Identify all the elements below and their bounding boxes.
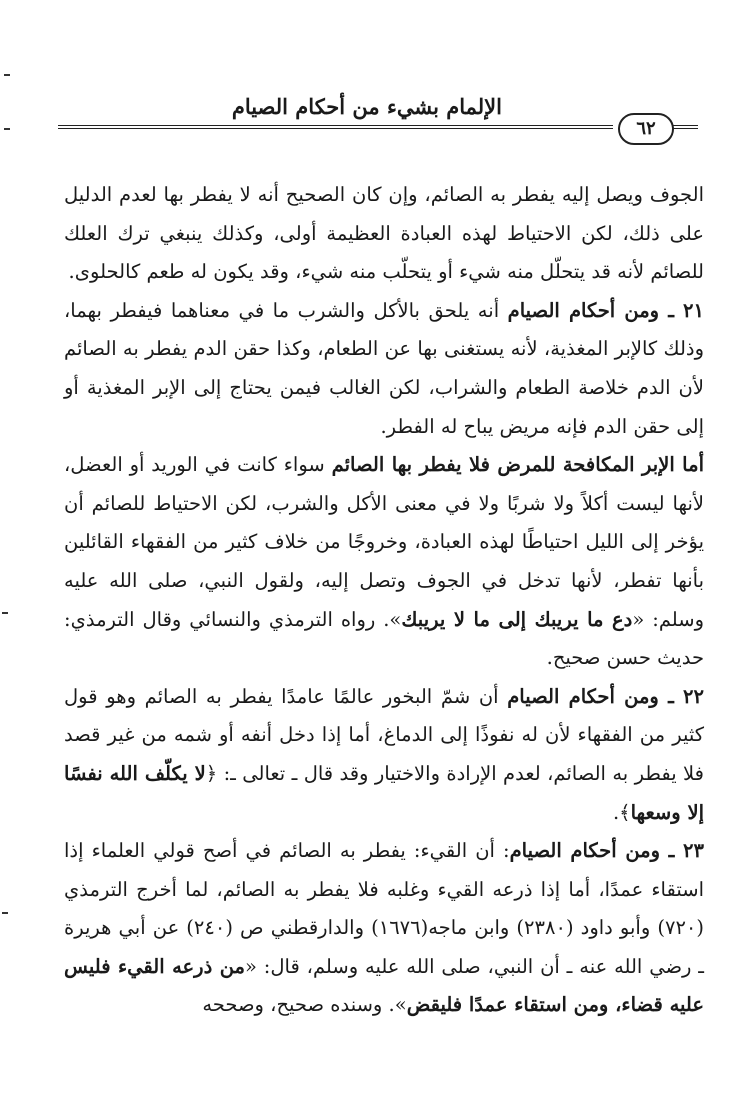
scan-edge-mark [2,612,8,614]
paragraph-1 [64,176,704,292]
hadith-quote: دع ما يريبك إلى ما لا يريبك [401,607,633,631]
header-rule [58,125,613,129]
text-run: أنه يلحق بالأكل والشرب ما في معناهما فيفطر بهما، وذلك كالإبر المغذية، لأنه يستغنى بها عن الطعام، وكذا حقن الدم يفطر به الصائم لأن الدم خلاصة الطعام والشراب، لكن الغالب فيمن يحتاج إلى الإبر المغذية أو إلى حقن الدم فإنه مريض يباح له الفطر. [64,298,704,438]
quran-quote: لا يكلّف الله نفسًا إلا وسعها [64,761,704,824]
page-number: ٦٢ [618,113,674,145]
text-run: ». رواه الترمذي والنسائي وقال الترمذي: حديث حسن صحيح. [64,607,704,670]
rule-heading: ٢٢ ـ ومن أحكام الصيام [507,684,704,708]
rule-heading: ٢١ ـ ومن أحكام الصيام [507,298,704,322]
text-run: أن شمّ البخور عالمًا عامدًا يفطر به الصائم وهو قول كثير من الفقهاء لأن له نفوذًا إلى الدماغ، أما إذا دخل أنفه أو شمه من غير قصد فلا يفطر به الصائم، لعدم الإرادة والاختيار وقد قال ـ تعالى ـ: ﴿ [64,684,704,785]
rule-heading: ٢٣ ـ ومن أحكام الصيام [509,839,704,863]
text-run: الجوف ويصل إليه يفطر به الصائم، وإن كان الصحيح أنه لا يفطر بها لعدم الدليل على ذلك، لكن الاحتياط لهذه العبادة العظيمة أولى، وكذلك ينبغي ترك العلك للصائم لأنه قد يتحلّل منه شيء أو يتحلّب منه شيء، وقد يكون له طعم كالحلوى. [64,183,704,284]
scan-edge-mark [2,912,8,914]
paragraph-4 [64,678,704,832]
text-run: ». وسنده صحيح، وصححه [202,993,407,1017]
hadith-quote: من ذرعه القيء فليس عليه قضاء، ومن استقاء عمدًا فليقض [64,954,704,1017]
rule-heading: أما الإبر المكافحة للمرض فلا يفطر بها الصائم [331,453,704,477]
scan-edge-mark [4,74,10,76]
text-run: سواء كانت في الوريد أو العضل، لأنها ليست أكلاً ولا شربًا ولا في معنى الأكل والشرب، لكن الاحتياط للصائم أن يؤخر إلى الليل احتياطًا لهذه العبادة، وخروجًا من خلاف كثير من الفقهاء القائلين بأنها تفطر، لأنها تدخل في الجوف وتصل إليه، ولقول النبي، صلى الله عليه وسلم: « [64,453,705,631]
paragraph-3 [64,446,704,678]
running-title: الإلمام بشيء من أحكام الصيام [231,94,502,119]
text-run: ﴾. [612,800,631,824]
paragraph-2 [64,292,704,446]
page-header [58,88,698,158]
page-body [64,176,704,1025]
paragraph-5 [64,832,704,1025]
text-run: : أن القيء: يفطر به الصائم في أصح قولي العلماء إذا استقاء عمدًا، أما إذا ذرعه القيء وغلبه فلا يفطر به الصائم، لما أخرج الترمذي (٧٢٠) وأبو داود (٢٣٨٠) وابن ماجه(١٦٧٦) والدارقطني ص (٢٤٠) عن أبي هريرة ـ رضي الله عنه ـ أن النبي، صلى الله عليه وسلم، قال: « [64,839,704,978]
scan-edge-mark [4,128,10,130]
header-rule-end [673,125,698,129]
